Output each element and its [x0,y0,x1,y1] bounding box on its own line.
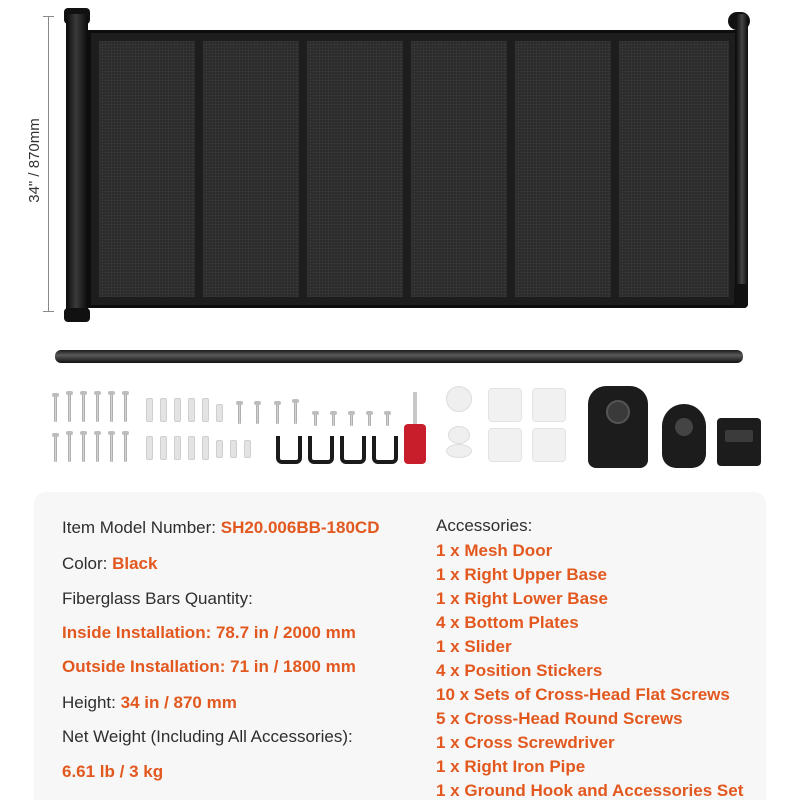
bottom-plate [488,388,522,422]
wall-anchor [160,398,167,422]
bottom-plate [532,388,566,422]
flat-screw [124,394,127,422]
height-dimension-line [48,16,49,312]
spec-outside-installation: Outside Installation: 71 in / 1800 mm [62,657,356,676]
left-roller-post [66,14,88,320]
position-sticker [446,444,472,458]
bottom-plate [488,428,522,462]
wall-anchor [174,436,181,460]
accessories-title: Accessories: [436,516,533,535]
bottom-plate [532,428,566,462]
cross-screwdriver [404,424,426,464]
dimension-cap-top [43,16,54,17]
round-screw [294,402,297,424]
left-post-bottom-cap [64,308,90,322]
accessory-item: 4 x Position Stickers [436,661,603,680]
right-post-bottom-cap [734,284,748,308]
flat-screw [54,396,57,422]
accessory-item: 1 x Slider [436,637,512,656]
round-screw [276,404,279,424]
ground-hook [276,436,302,464]
round-screw [350,414,353,426]
round-screw [386,414,389,426]
wall-anchor [174,398,181,422]
round-screw [238,404,241,424]
round-screw [368,414,371,426]
mesh-panel [619,41,729,297]
base-dial [606,400,630,424]
round-screw [256,404,259,424]
flat-screw [68,434,71,462]
wall-anchor [188,436,195,460]
accessory-item: 1 x Right Iron Pipe [436,757,586,776]
right-handle-post [736,14,748,308]
flat-screw [82,394,85,422]
right-lower-base [662,404,706,468]
dimension-cap-bottom [43,311,54,312]
iron-pipe [55,350,743,363]
ground-hook [340,436,366,464]
accessory-item: 10 x Sets of Cross-Head Flat Screws [436,685,730,704]
retractable-gate-illustration [0,0,800,330]
flat-screw [96,394,99,422]
flat-screw [82,434,85,462]
spec-model-number: Item Model Number: SH20.006BB-180CD [62,518,380,537]
slider [717,418,761,466]
wall-anchor [202,436,209,460]
spec-fiberglass-bars: Fiberglass Bars Quantity: [62,589,253,608]
wall-anchor [230,440,237,458]
mesh-panel [99,41,195,297]
mesh-panel [307,41,403,297]
wall-anchor [216,440,223,458]
accessory-item: 1 x Mesh Door [436,541,553,560]
accessory-item: 5 x Cross-Head Round Screws [436,709,683,728]
wall-anchor [202,398,209,422]
spec-net-weight-value: 6.61 lb / 3 kg [62,762,164,781]
accessory-item: 1 x Right Upper Base [436,565,607,584]
spec-inside-installation: Inside Installation: 78.7 in / 2000 mm [62,623,356,642]
flat-screw [54,436,57,462]
position-sticker [448,426,470,444]
slider-slot [725,430,753,442]
wall-anchor [188,398,195,422]
mesh-panel [203,41,299,297]
base-hole [675,418,693,436]
spec-height: Height: 34 in / 870 mm [62,693,237,712]
flat-screw [110,434,113,462]
wall-anchor [244,440,251,458]
spec-color: Color: Black [62,554,158,573]
flat-screw [124,434,127,462]
accessory-item: 1 x Cross Screwdriver [436,733,615,752]
flat-screw [68,394,71,422]
mesh-panel [411,41,507,297]
round-screw [332,414,335,426]
ground-hook [372,436,398,464]
wall-anchor [216,404,223,422]
height-dimension-label: 34" / 870mm [25,117,43,203]
specification-card [34,492,766,800]
flat-screw [110,394,113,422]
spec-net-weight-label: Net Weight (Including All Accessories): [62,727,353,746]
accessory-item: 1 x Ground Hook and Accessories Set [436,781,744,800]
ground-hook [308,436,334,464]
accessory-item: 1 x Right Lower Base [436,589,608,608]
position-sticker [446,386,472,412]
wall-anchor [146,398,153,422]
mesh-door [88,30,738,308]
wall-anchor [160,436,167,460]
right-upper-base [588,386,648,468]
accessory-item: 4 x Bottom Plates [436,613,579,632]
screwdriver-shaft [413,392,417,426]
mesh-panel [515,41,611,297]
flat-screw [96,434,99,462]
wall-anchor [146,436,153,460]
round-screw [314,414,317,426]
